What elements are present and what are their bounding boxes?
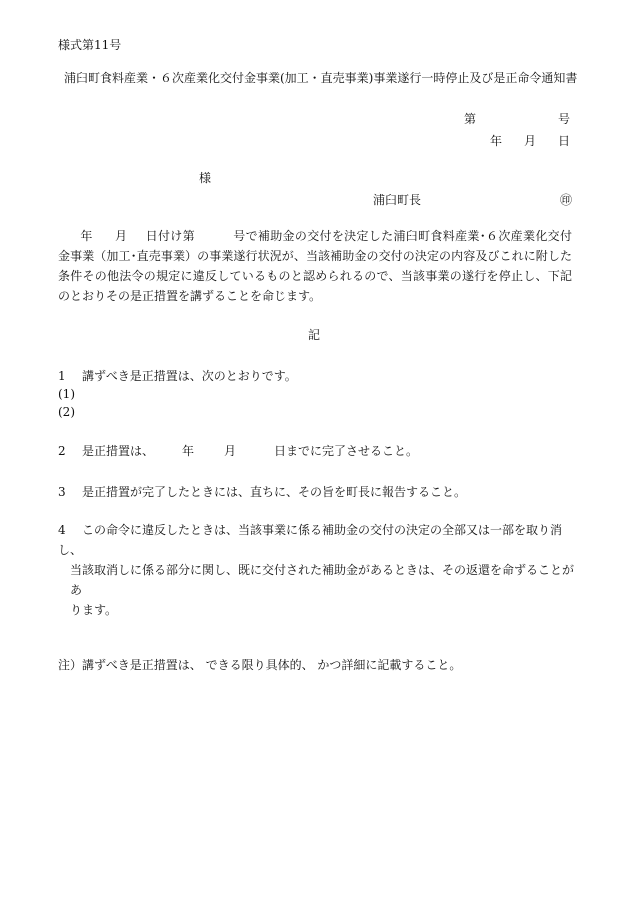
date-month: 月: [523, 134, 536, 148]
item-2: [58, 443, 418, 459]
sender-name: 浦臼町長: [373, 193, 422, 207]
item-2-year: 年: [182, 444, 195, 458]
item-2-month: 月: [224, 444, 237, 458]
number-suffix: 号: [557, 112, 570, 126]
item-4-line-3: ります。: [70, 603, 118, 617]
item-2-post: 日までに完了させること。: [274, 444, 419, 458]
issue-date: [490, 133, 570, 149]
date-day: 日: [557, 134, 570, 148]
item-4: [58, 520, 574, 620]
body-year: 年: [80, 229, 93, 243]
footnote: 注）講ずべき是正措置は、 できる限り具体的、 かつ詳細に記載すること。: [58, 658, 462, 672]
item-4-line-1: この命令に違反したときは、当該事業に係る補助金の交付の決定の全部又は一部を取り消し、: [58, 523, 563, 557]
item-3-number: 3: [58, 485, 66, 499]
item-1-text: 講ずべき是正措置は、次のとおりです。: [82, 369, 297, 383]
body-day-ref: 日付け第: [145, 229, 195, 243]
item-3: [58, 484, 466, 500]
body-text: 号で補助金の交付を決定した浦臼町食料産業･６次産業化交付金事業（加工･直売事業）の事業遂行状況が、当該補助金の交付の決定の内容及びこれに附した条件その他法令の規定に違反しているものと認められるので、当該事業の遂行を停止し、下記のとおりその是正措置を講ずることを命じます。: [58, 229, 572, 303]
item-1-number: 1: [58, 369, 66, 383]
document-title: 浦臼町食料産業・６次産業化交付金事業(加工・直売事業)事業遂行一時停止及び是正命令通知書: [64, 71, 578, 85]
item-4-number: 4: [58, 523, 66, 537]
date-year: 年: [489, 134, 502, 148]
ki-heading: 記: [308, 328, 321, 342]
form-number: 様式第11号: [58, 38, 122, 52]
document-number: [464, 111, 570, 127]
item-2-number: 2: [58, 444, 66, 458]
sub-item-1: (1): [58, 387, 75, 401]
item-4-line-2: 当該取消しに係る部分に関し、既に交付された補助金があるときは、その返還を命ずることがあ: [70, 563, 575, 597]
seal-mark: ㊞: [559, 193, 572, 207]
sub-item-2: (2): [58, 405, 75, 419]
body-month: 月: [114, 229, 128, 243]
item-3-text: 是正措置が完了したときには、直ちに、その旨を町長に報告すること。: [82, 485, 467, 499]
number-prefix: 第: [463, 112, 476, 126]
item-1: [58, 368, 297, 384]
addressee: 様: [199, 171, 212, 185]
item-2-pre: 是正措置は、: [82, 444, 155, 458]
body-paragraph: [58, 226, 572, 306]
